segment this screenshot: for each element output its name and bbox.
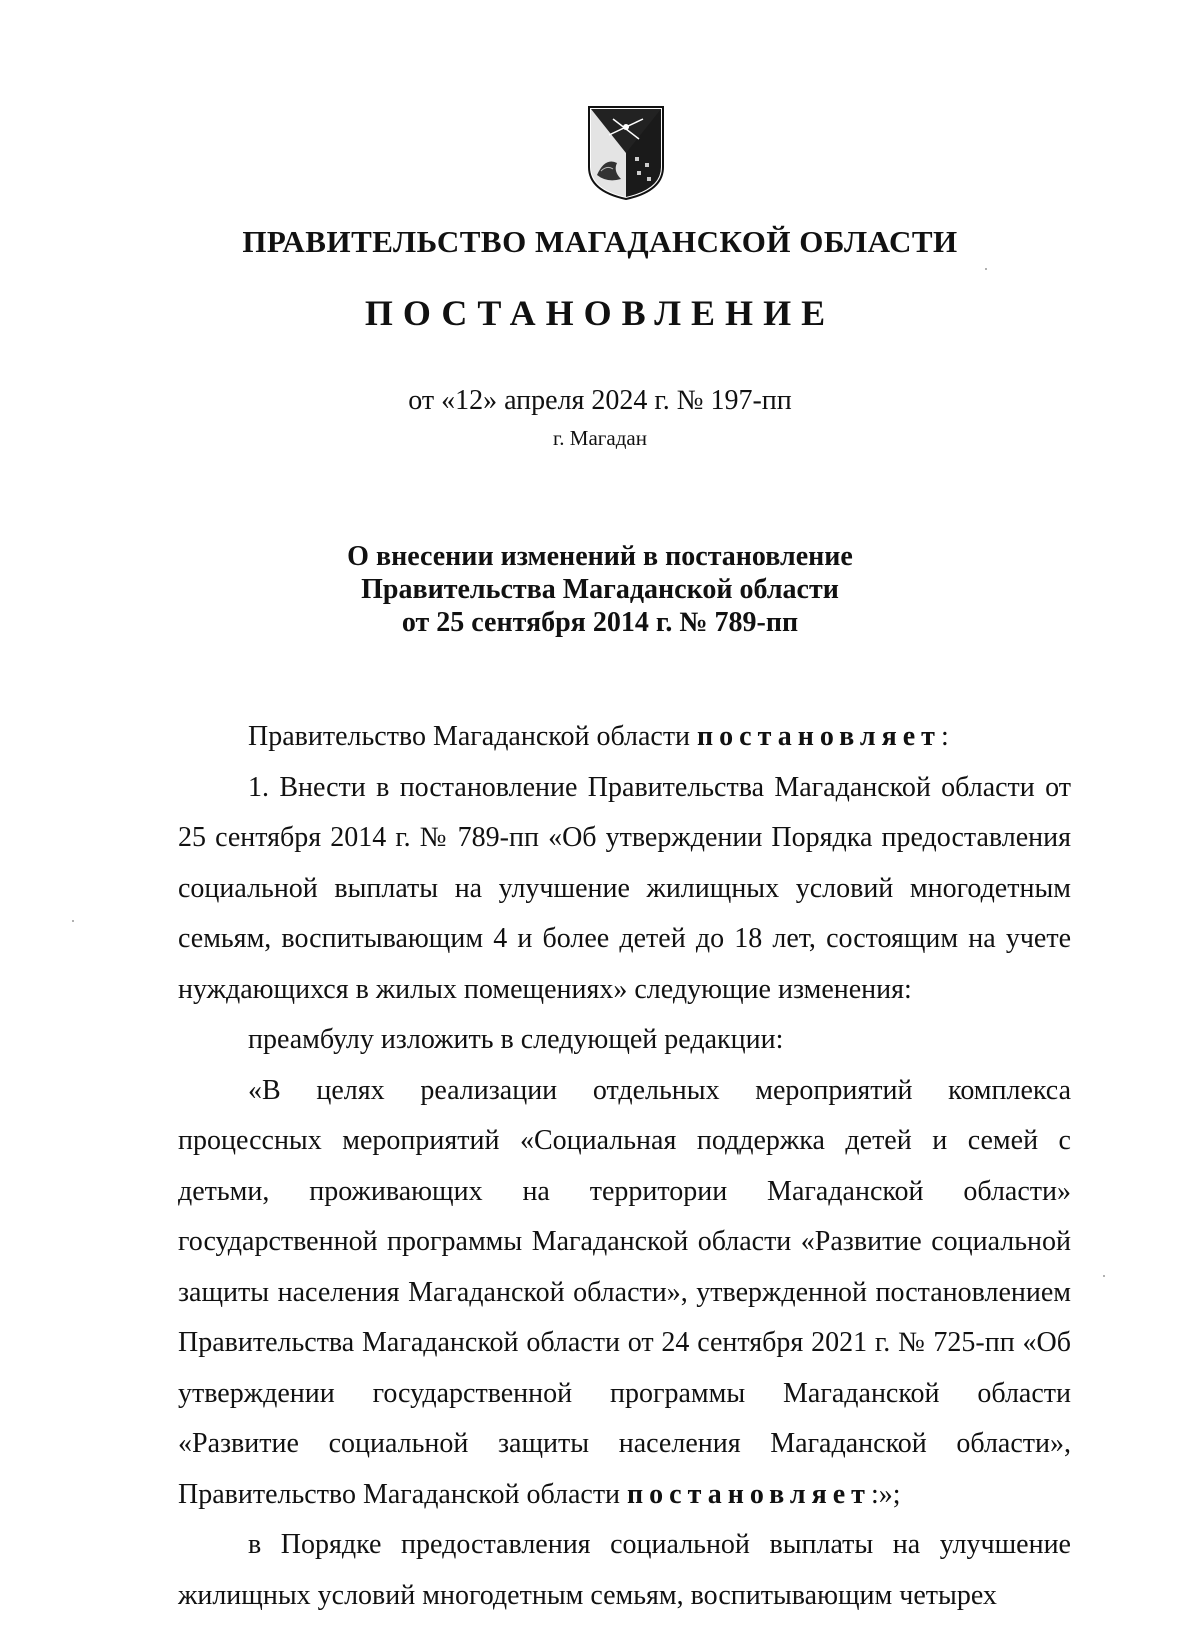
government-name: ПРАВИТЕЛЬСТВО МАГАДАНСКОЙ ОБЛАСТИ — [242, 224, 958, 259]
scan-speck — [1103, 1275, 1105, 1277]
paragraph-text: «В целях реализации отдельных мероприятий комплекса процессных мероприятий «Социальная поддержка детей и семей с детьми, проживающих на территории Магаданской области» государственной программы Магаданской области «Развитие социальной защиты населения Магаданской области», утвержденной постановлением Правительства Магаданской области от 24 сентября 2021 г. № 725-пп «Об утверждении государственной программы Магаданской области «Развитие социальной защиты населения Магаданской области», Правительство Магаданской области — [178, 1074, 1071, 1510]
paragraph-resolves — [178, 712, 1071, 763]
scan-speck — [72, 920, 74, 922]
paragraph-punct: : — [940, 721, 949, 752]
document-type: ПОСТАНОВЛЕНИЕ — [364, 293, 836, 333]
paragraph-preamble: преамбулу изложить в следующей редакции: — [248, 1024, 784, 1055]
resolves-word: постановляет — [627, 1478, 871, 1510]
subject-line: от 25 сентября 2014 г. № 789-пп — [401, 607, 799, 638]
paragraph-item-1: 1. Внести в постановление Правительства Магаданской области от 25 сентября 2014 г. № 789-пп «Об утверждении Порядка предоставления социальной выплаты на улучшение жилищных условий многодетным семьям, воспитывающим 4 и более детей до 18 лет, состоящим на учете нуждающихся в жилых помещениях» следующие изменения: — [178, 771, 1071, 1005]
subject-line: О внесении изменений в постановление — [347, 541, 853, 572]
paragraph-preamble-text — [178, 1066, 1071, 1521]
document-body — [178, 712, 1071, 1621]
paragraph-text: Правительство Магаданской области — [248, 721, 698, 752]
paragraph-punct: :»; — [870, 1478, 901, 1510]
paragraph-order: в Порядке предоставления социальной выплаты на улучшение жилищных условий многодетным семьям, воспитывающим четырех — [178, 1529, 1071, 1611]
document-subject — [0, 540, 1200, 639]
resolves-word: постановляет — [697, 721, 941, 752]
scan-speck — [985, 268, 987, 270]
subject-line: Правительства Магаданской области — [361, 574, 839, 605]
magadan-coat-of-arms-icon — [587, 105, 665, 201]
document-place: г. Магадан — [553, 426, 647, 450]
document-date-number: от «12» апреля 2024 г. № 197-пп — [408, 385, 792, 416]
